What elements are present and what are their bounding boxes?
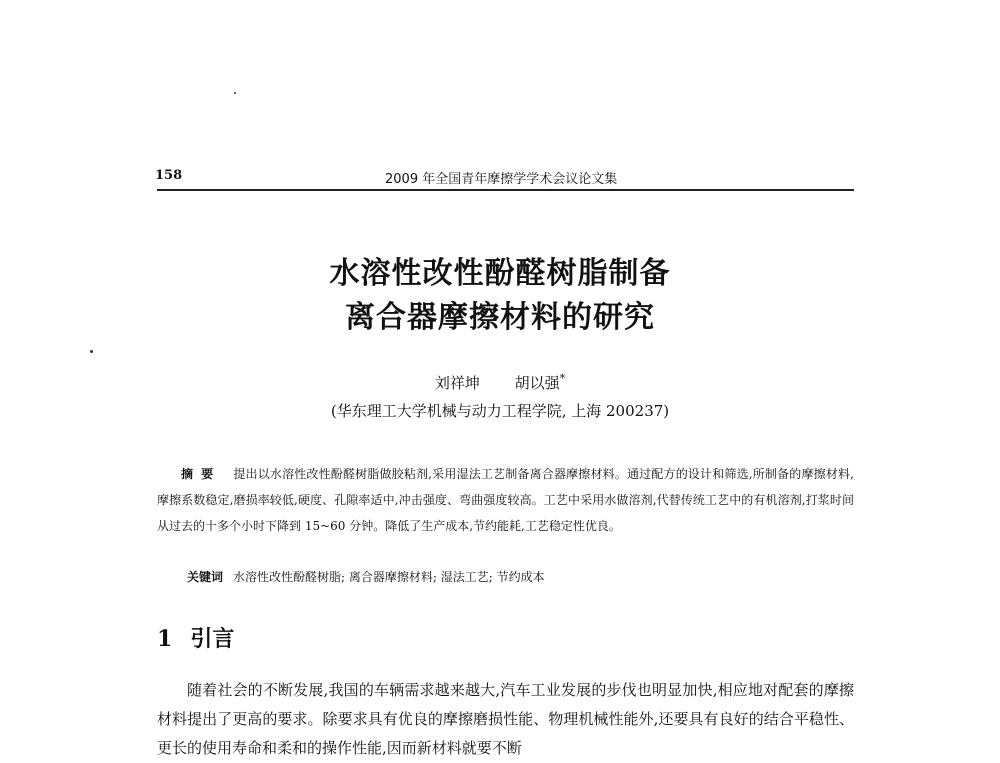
paper-title (0, 252, 1000, 340)
title-line-1: 水溶性改性酚醛树脂制备 (329, 256, 671, 291)
keywords (187, 568, 854, 585)
running-head: 2009 年全国青年摩擦学学术会议论文集 (385, 172, 618, 187)
scan-speck (90, 350, 93, 353)
title-line-2: 离合器摩擦材料的研究 (345, 300, 655, 335)
author-2 (515, 372, 566, 393)
page-number: 158 (155, 168, 183, 183)
abstract-text: 提出以水溶性改性酚醛树脂做胶粘剂,采用湿法工艺制备离合器摩擦材料。通过配方的设计和筛选,所制备的摩擦材料,摩擦系数稳定,磨损率较低,硬度、孔隙率适中,冲击强度、弯曲强度较高。工艺中采用水做溶剂,代替传统工艺中的有机溶剂,打浆时间从过去的十多个小时下降到 15~60 分钟。降低了生产成本,节约能耗,工艺稳定性优良。 (157, 467, 854, 533)
author-asterisk: * (559, 372, 566, 385)
keywords-text: 水溶性改性酚醛树脂; 离合器摩擦材料; 湿法工艺; 节约成本 (233, 570, 545, 584)
abstract (157, 461, 854, 539)
section-heading (157, 622, 234, 653)
author-1: 刘祥坤 (434, 374, 480, 392)
section-title: 引言 (190, 626, 235, 652)
scan-speck (234, 92, 236, 94)
header-rule (157, 189, 854, 191)
authors (0, 372, 1000, 393)
keywords-label: 关键词 (187, 570, 224, 584)
author-2-name: 胡以强 (514, 374, 560, 392)
body-paragraph: 随着社会的不断发展,我国的车辆需求越来越大,汽车工业发展的步伐也明显加快,相应地对配套的摩擦材料提出了更高的要求。除要求具有优良的摩擦磨损性能、物理机械性能外,还要具有良好的结合平稳性、更长的使用寿命和柔和的操作性能,因而新材料就要不断 (157, 681, 854, 757)
affiliation: (华东理工大学机械与动力工程学院, 上海 200237) (330, 402, 670, 420)
abstract-label: 摘要 (181, 467, 222, 481)
section-number: 1 (157, 626, 173, 652)
